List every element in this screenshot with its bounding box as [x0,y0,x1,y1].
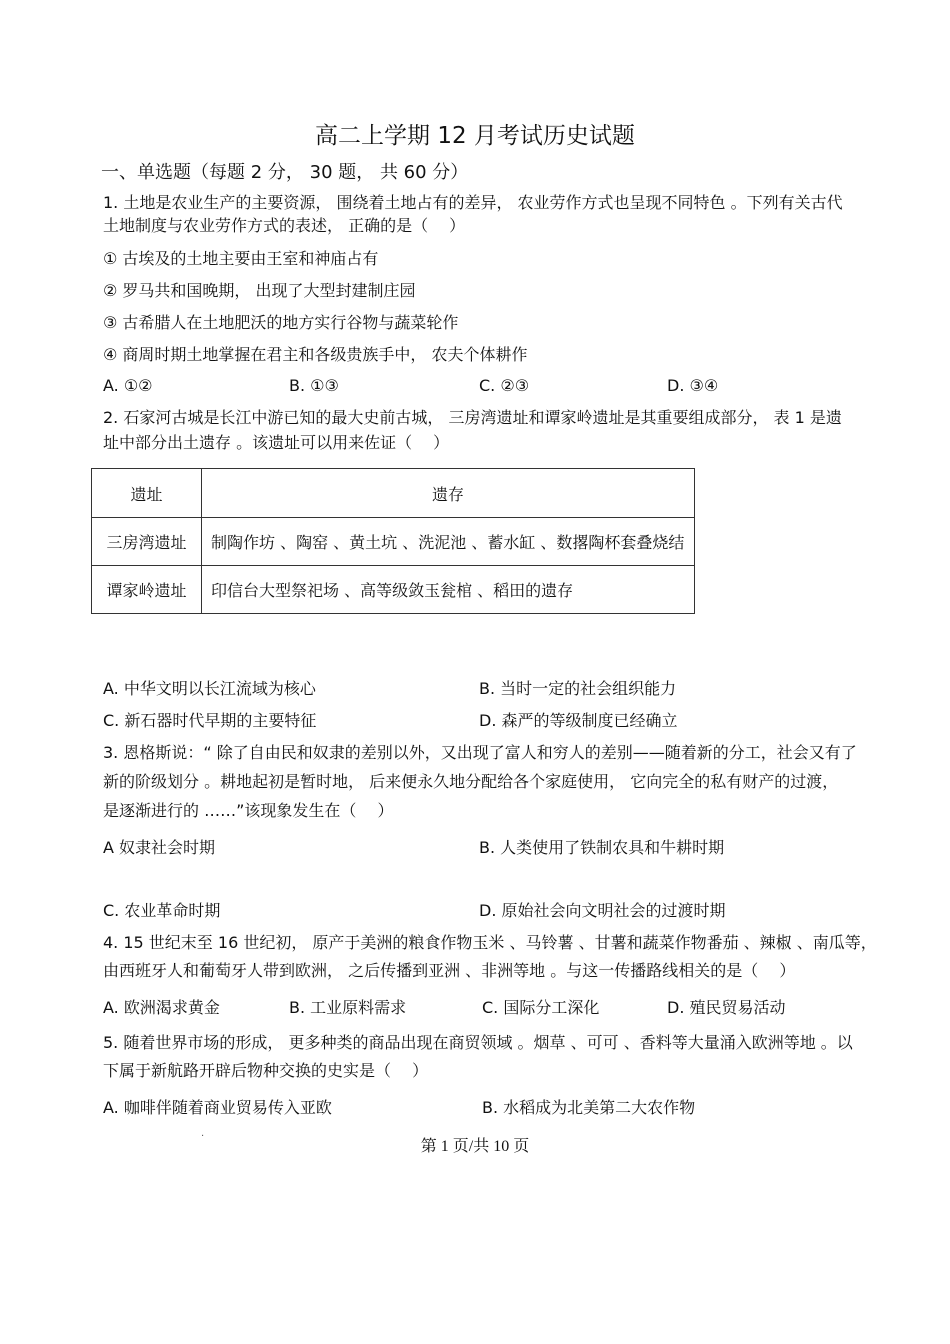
q1-item-3: ③ 古希腊人在土地肥沃的地方实行谷物与蔬菜轮作 [103,313,459,332]
q3-option-a: A 奴隶社会时期 [103,838,216,857]
page-footer: 第 1 页/共 10 页 [420,1138,530,1155]
q4-option-b: B. 工业原料需求 [289,998,407,1017]
q2-option-d: D. 森严的等级制度已经确立 [479,711,678,730]
table-header-relics: 遗存 [431,484,464,504]
table-row [92,518,694,566]
stray-dot: . [201,1128,205,1139]
q1-stem-line2: 土地制度与农业劳作方式的表述， 正确的是（ ） [103,216,466,235]
q5-option-a: A. 咖啡伴随着商业贸易传入亚欧 [103,1098,332,1117]
table-row [92,566,694,613]
relics-table [91,468,695,614]
table-header-row [92,469,694,518]
q5-option-b: B. 水稻成为北美第二大农作物 [482,1098,696,1117]
q1-option-d: D. ③④ [667,376,719,395]
q4-option-c: C. 国际分工深化 [482,998,600,1017]
q1-option-c: C. ②③ [479,376,530,395]
q5-stem-line2: 下属于新航路开辟后物种交换的史实是（ ） [103,1061,429,1080]
table-cell-site: 三房湾遗址 [92,518,202,565]
q3-stem-line1: 3. 恩格斯说：“ 除了自由民和奴隶的差别以外，又出现了富人和穷人的差别——随着新的分工，社会又有了 [103,743,857,762]
q2-option-a: A. 中华文明以长江流域为核心 [103,679,316,698]
q3-option-b: B. 人类使用了铁制农具和牛耕时期 [479,838,725,857]
q4-stem-line1: 4. 15 世纪末至 16 世纪初， 原产于美洲的粮食作物玉米 、马铃薯 、甘薯和蔬菜作物番茄 、辣椒 、南瓜等， [103,933,877,952]
q4-option-a: A. 欧洲渴求黄金 [103,998,220,1017]
q2-option-c: C. 新石器时代早期的主要特征 [103,711,317,730]
q2-option-b: B. 当时一定的社会组织能力 [479,679,677,698]
q3-stem-line3: 是逐渐进行的 ……”该现象发生在（ ） [103,801,394,820]
q1-stem-line1: 1. 土地是农业生产的主要资源， 围绕着土地占有的差异， 农业劳作方式也呈现不同特色 。下列有关古代 [103,193,843,212]
q1-option-a: A. ①② [103,376,153,395]
q1-item-2: ② 罗马共和国晚期， 出现了大型封建制庄园 [103,281,416,300]
q5-stem-line1: 5. 随着世界市场的形成， 更多种类的商品出现在商贸领域 。烟草 、可可 、香料等大量涌入欧洲等地 。以 [103,1033,853,1052]
q4-stem-line2: 由西班牙人和葡萄牙人带到欧洲， 之后传播到亚洲 、非洲等地 。与这一传播路线相关的是（ ） [103,961,796,980]
q1-option-b: B. ①③ [289,376,339,395]
table-cell-relics: 制陶作坊 、陶窑 、黄土坑 、洗泥池 、蓄水缸 、数撂陶杯套叠烧结 [211,533,685,552]
q2-stem-line2: 址中部分出土遗存 。该遗址可以用来佐证（ ） [103,433,450,452]
page-title: 高二上学期 12 月考试历史试题 [315,123,635,149]
q3-stem-line2: 新的阶级划分 。耕地起初是暂时地， 后来便永久地分配给各个家庭使用， 它向完全的私有财产的过渡， [103,772,839,791]
q3-option-c: C. 农业革命时期 [103,901,221,920]
q3-option-d: D. 原始社会向文明社会的过渡时期 [479,901,726,920]
table-cell-site: 谭家岭遗址 [92,566,202,613]
table-header-site: 遗址 [92,469,202,517]
section-heading: 一、单选题（每题 2 分， 30 题， 共 60 分） [101,162,469,183]
q2-stem-line1: 2. 石家河古城是长江中游已知的最大史前古城， 三房湾遗址和谭家岭遗址是其重要组成部分， 表 1 是遗 [103,408,842,427]
q1-item-4: ④ 商周时期土地掌握在君主和各级贵族手中， 农夫个体耕作 [103,345,528,364]
table-cell-relics: 印信台大型祭祀场 、高等级敛玉瓮棺 、稻田的遗存 [211,581,574,600]
q4-option-d: D. 殖民贸易活动 [667,998,786,1017]
q1-item-1: ① 古埃及的土地主要由王室和神庙占有 [103,249,379,268]
